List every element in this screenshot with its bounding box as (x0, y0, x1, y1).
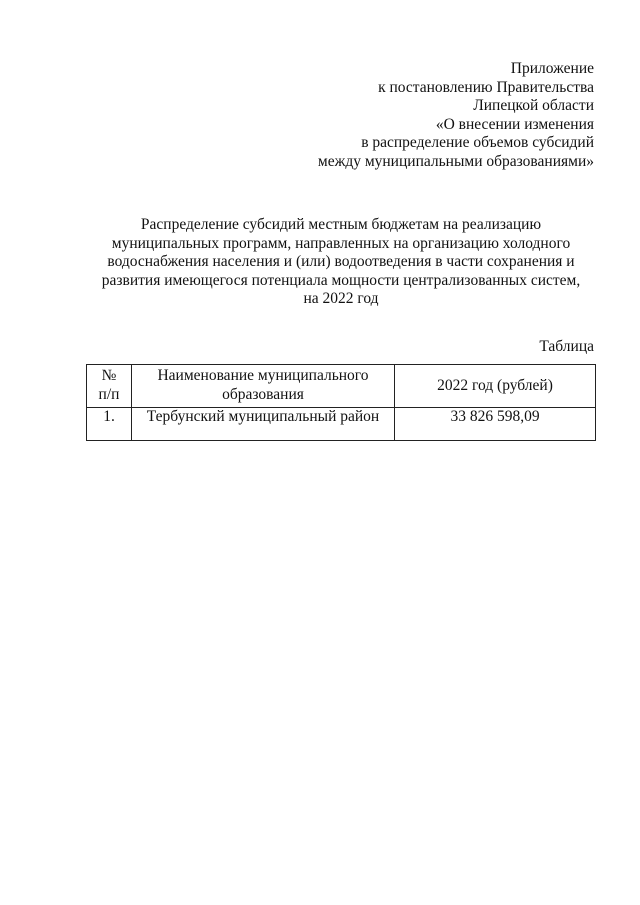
appendix-line: между муниципальными образованиями» (317, 152, 594, 170)
header-number-line2: п/п (98, 386, 120, 403)
title-line: Распределение субсидий местным бюджетам на реализацию (140, 216, 542, 233)
document-title (86, 216, 596, 309)
table-header-row (87, 365, 596, 408)
header-name-line1: Наименование муниципального (157, 367, 369, 385)
row-name: Тербунский муниципальный район (132, 408, 395, 441)
appendix-header (318, 60, 594, 172)
appendix-line: Липецкой области (473, 97, 594, 115)
row-amount: 33 826 598,09 (395, 408, 596, 441)
appendix-line: «О внесении изменения (435, 115, 594, 133)
row-number: 1. (87, 408, 132, 441)
header-amount: 2022 год (рублей) (395, 365, 596, 408)
title-line: на 2022 год (303, 290, 379, 308)
title-line: развития имеющегося потенциала мощности централизованных систем, (101, 271, 581, 289)
header-number (87, 365, 132, 408)
appendix-line: к постановлению Правительства (378, 78, 594, 96)
table-row (87, 408, 596, 441)
header-number-line1: № (101, 367, 117, 385)
appendix-line: Приложение (510, 60, 594, 77)
header-name-line2: образования (222, 386, 304, 403)
subsidy-table (86, 364, 596, 441)
title-line: водоснабжения населения и (или) водоотведения в части сохранения и (107, 253, 575, 271)
table-label: Таблица (539, 338, 594, 355)
appendix-line: в распределение объемов субсидий (361, 134, 594, 152)
header-name (132, 365, 395, 408)
title-line: муниципальных программ, направленных на организацию холодного (111, 234, 571, 252)
